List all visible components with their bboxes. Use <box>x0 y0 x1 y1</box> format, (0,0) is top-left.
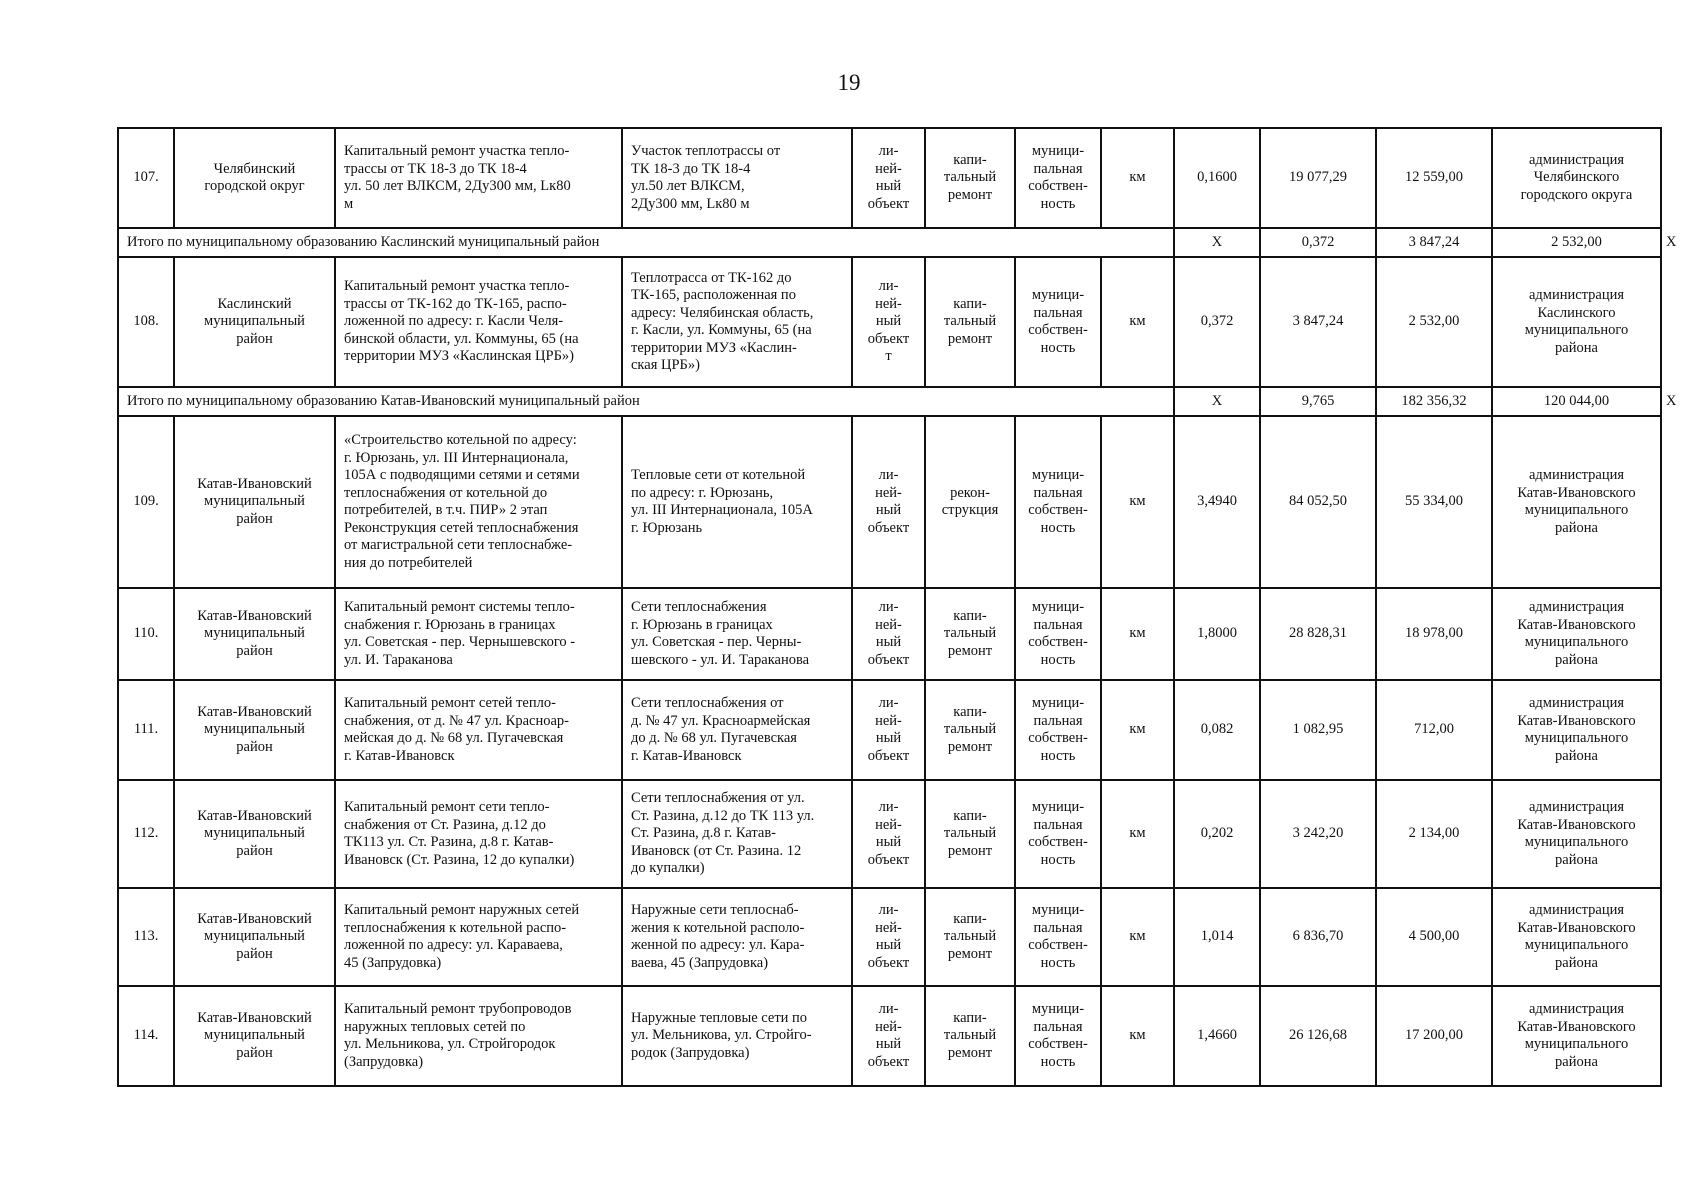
municipality-cell: Каслинский муниципальный район <box>174 257 335 387</box>
subtotal-label: Итого по муниципальному образованию Катав-Ивановский муниципальный район <box>118 387 1174 416</box>
work-type-cell: капи- тальный ремонт <box>925 986 1015 1086</box>
municipality-cell: Катав-Ивановский муниципальный район <box>174 780 335 888</box>
municipality-cell: Челябинский городской округ <box>174 128 335 228</box>
ownership-cell: муници- пальная собствен- ность <box>1015 780 1101 888</box>
object-type-cell: ли- ней- ный объект т <box>852 257 925 387</box>
object-type-cell: ли- ней- ный объект <box>852 888 925 986</box>
municipality-cell: Катав-Ивановский муниципальный район <box>174 986 335 1086</box>
row-number: 114. <box>118 986 174 1086</box>
unit-cell: км <box>1101 680 1174 780</box>
unit-cell: Х <box>1174 228 1260 257</box>
table-row <box>118 128 1661 228</box>
table-row <box>118 588 1661 680</box>
ownership-cell: муници- пальная собствен- ность <box>1015 257 1101 387</box>
total-cost-cell: 84 052,50 <box>1260 416 1376 588</box>
work-description-cell: Капитальный ремонт сетей тепло- снабжения, от д. № 47 ул. Красноар- мейская до д. № 68 ул. Пугачевская г. Катав-Ивановск <box>335 680 622 780</box>
length-cell: 3,4940 <box>1174 416 1260 588</box>
work-description-cell: Капитальный ремонт участка тепло- трассы от ТК-162 до ТК-165, распо- ложенной по адресу: г. Касли Челя- бинской области, ул. Коммуны, 65 (на территории МУЗ «Каслинская ЦРБ») <box>335 257 622 387</box>
row-number: 110. <box>118 588 174 680</box>
work-description-cell: Капитальный ремонт участка тепло- трассы от ТК 18-3 до ТК 18-4 ул. 50 лет ВЛКСМ, 2Ду300 мм, Lк80 м <box>335 128 622 228</box>
object-type-cell: ли- ней- ный объект <box>852 588 925 680</box>
work-description-cell: Капитальный ремонт наружных сетей теплоснабжения к котельной распо- ложенной по адресу: ул. Караваева, 45 (Запрудовка) <box>335 888 622 986</box>
executor-cell: администрация Катав-Ивановского муниципального района <box>1492 588 1661 680</box>
object-description-cell: Наружные тепловые сети по ул. Мельникова, ул. Стройго- родок (Запрудовка) <box>622 986 852 1086</box>
work-description-cell: Капитальный ремонт системы тепло- снабжения г. Юрюзань в границах ул. Советская - пер. Чернышевского - ул. И. Тараканова <box>335 588 622 680</box>
municipality-cell: Катав-Ивановский муниципальный район <box>174 416 335 588</box>
work-type-cell: капи- тальный ремонт <box>925 780 1015 888</box>
work-type-cell: капи- тальный ремонт <box>925 128 1015 228</box>
length-cell: 0,082 <box>1174 680 1260 780</box>
ownership-cell: муници- пальная собствен- ность <box>1015 416 1101 588</box>
table-row <box>118 888 1661 986</box>
work-description-cell: Капитальный ремонт сети тепло- снабжения от Ст. Разина, д.12 до ТК113 ул. Ст. Разина, д.8 г. Катав- Ивановск (Ст. Разина, 12 до купалки) <box>335 780 622 888</box>
executor-cell: администрация Каслинского муниципального района <box>1492 257 1661 387</box>
executor-cell: администрация Катав-Ивановского муниципального района <box>1492 780 1661 888</box>
total-cost-cell: 182 356,32 <box>1376 387 1492 416</box>
row-number: 109. <box>118 416 174 588</box>
budget-cost-cell: 4 500,00 <box>1376 888 1492 986</box>
program-table <box>117 127 1677 1087</box>
row-number: 108. <box>118 257 174 387</box>
object-description-cell: Сети теплоснабжения г. Юрюзань в границах ул. Советская - пер. Черны- шевского - ул. И. Тараканова <box>622 588 852 680</box>
unit-cell: км <box>1101 888 1174 986</box>
work-type-cell: капи- тальный ремонт <box>925 588 1015 680</box>
total-cost-cell: 1 082,95 <box>1260 680 1376 780</box>
table-row <box>118 416 1661 588</box>
unit-cell: Х <box>1174 387 1260 416</box>
total-cost-cell: 28 828,31 <box>1260 588 1376 680</box>
ownership-cell: муници- пальная собствен- ность <box>1015 128 1101 228</box>
work-type-cell: капи- тальный ремонт <box>925 257 1015 387</box>
table-row <box>118 257 1661 387</box>
unit-cell: км <box>1101 416 1174 588</box>
unit-cell: км <box>1101 986 1174 1086</box>
object-description-cell: Теплотрасса от ТК-162 до ТК-165, расположенная по адресу: Челябинская область, г. Касли, ул. Коммуны, 65 (на территории МУЗ «Каслин- ская ЦРБ») <box>622 257 852 387</box>
object-type-cell: ли- ней- ный объект <box>852 416 925 588</box>
length-cell: 1,8000 <box>1174 588 1260 680</box>
object-description-cell: Участок теплотрассы от ТК 18-3 до ТК 18-4 ул.50 лет ВЛКСМ, 2Ду300 мм, Lк80 м <box>622 128 852 228</box>
budget-cost-cell: 18 978,00 <box>1376 588 1492 680</box>
subtotal-row: Итого по муниципальному образованию Каслинский муниципальный район Х 0,372 3 847,24 2 532,00 Х <box>118 228 1661 257</box>
row-number: 107. <box>118 128 174 228</box>
object-description-cell: Сети теплоснабжения от ул. Ст. Разина, д.12 до ТК 113 ул. Ст. Разина, д.8 г. Катав- Ивановск (от Ст. Разина. 12 до купалки) <box>622 780 852 888</box>
ownership-cell: муници- пальная собствен- ность <box>1015 588 1101 680</box>
municipality-cell: Катав-Ивановский муниципальный район <box>174 888 335 986</box>
length-cell: 0,372 <box>1174 257 1260 387</box>
work-description-cell: Капитальный ремонт трубопроводов наружных тепловых сетей по ул. Мельникова, ул. Стройгородок (Запрудовка) <box>335 986 622 1086</box>
budget-cost-cell: 2 532,00 <box>1376 257 1492 387</box>
executor-cell: администрация Челябинского городского округа <box>1492 128 1661 228</box>
object-type-cell: ли- ней- ный объект <box>852 680 925 780</box>
object-description-cell: Наружные сети теплоснаб- жения к котельной располо- женной по адресу: ул. Кара- ваева, 45 (Запрудовка) <box>622 888 852 986</box>
object-description-cell: Тепловые сети от котельной по адресу: г. Юрюзань, ул. III Интернационала, 105А г. Юрюзань <box>622 416 852 588</box>
length-cell: 9,765 <box>1260 387 1376 416</box>
object-type-cell: ли- ней- ный объект <box>852 986 925 1086</box>
total-cost-cell: 6 836,70 <box>1260 888 1376 986</box>
total-cost-cell: 19 077,29 <box>1260 128 1376 228</box>
row-number: 113. <box>118 888 174 986</box>
total-cost-cell: 3 847,24 <box>1376 228 1492 257</box>
budget-cost-cell: 712,00 <box>1376 680 1492 780</box>
total-cost-cell: 3 847,24 <box>1260 257 1376 387</box>
unit-cell: км <box>1101 780 1174 888</box>
budget-cost-cell: 2 134,00 <box>1376 780 1492 888</box>
page-number: 19 <box>837 70 861 95</box>
object-type-cell: ли- ней- ный объект <box>852 780 925 888</box>
budget-cost-cell: 17 200,00 <box>1376 986 1492 1086</box>
length-cell: 0,372 <box>1260 228 1376 257</box>
subtotal-row: Итого по муниципальному образованию Катав-Ивановский муниципальный район Х 9,765 182 356,32 120 044,00 Х <box>118 387 1661 416</box>
table-row <box>118 986 1661 1086</box>
table-row <box>118 680 1661 780</box>
table-row <box>118 780 1661 888</box>
total-cost-cell: 26 126,68 <box>1260 986 1376 1086</box>
work-description-cell: «Строительство котельной по адресу: г. Юрюзань, ул. III Интернационала, 105А с подводящими сетями и сетями теплоснабжения от котельной до потребителей, в т.ч. ПИР» 2 этап Реконструкция сетей теплоснабжения от магистральной сети теплоснабже- ния до потребителей <box>335 416 622 588</box>
row-number: 111. <box>118 680 174 780</box>
object-description-cell: Сети теплоснабжения от д. № 47 ул. Красноармейская до д. № 68 ул. Пугачевская г. Катав-Ивановск <box>622 680 852 780</box>
unit-cell: км <box>1101 588 1174 680</box>
row-number: 112. <box>118 780 174 888</box>
budget-cost-cell: 120 044,00 <box>1492 387 1661 416</box>
executor-cell: администрация Катав-Ивановского муниципального района <box>1492 680 1661 780</box>
object-type-cell: ли- ней- ный объект <box>852 128 925 228</box>
total-cost-cell: 3 242,20 <box>1260 780 1376 888</box>
executor-cell: администрация Катав-Ивановского муниципального района <box>1492 888 1661 986</box>
budget-cost-cell: 12 559,00 <box>1376 128 1492 228</box>
budget-cost-cell: 2 532,00 <box>1492 228 1661 257</box>
ownership-cell: муници- пальная собствен- ность <box>1015 680 1101 780</box>
length-cell: 1,014 <box>1174 888 1260 986</box>
municipality-cell: Катав-Ивановский муниципальный район <box>174 588 335 680</box>
executor-cell: администрация Катав-Ивановского муниципального района <box>1492 986 1661 1086</box>
length-cell: 0,202 <box>1174 780 1260 888</box>
ownership-cell: муници- пальная собствен- ность <box>1015 986 1101 1086</box>
length-cell: 1,4660 <box>1174 986 1260 1086</box>
work-type-cell: капи- тальный ремонт <box>925 680 1015 780</box>
length-cell: 0,1600 <box>1174 128 1260 228</box>
unit-cell: км <box>1101 257 1174 387</box>
unit-cell: км <box>1101 128 1174 228</box>
budget-cost-cell: 55 334,00 <box>1376 416 1492 588</box>
executor-cell: администрация Катав-Ивановского муниципального района <box>1492 416 1661 588</box>
subtotal-label: Итого по муниципальному образованию Каслинский муниципальный район <box>118 228 1174 257</box>
ownership-cell: муници- пальная собствен- ность <box>1015 888 1101 986</box>
work-type-cell: рекон- струкция <box>925 416 1015 588</box>
municipality-cell: Катав-Ивановский муниципальный район <box>174 680 335 780</box>
work-type-cell: капи- тальный ремонт <box>925 888 1015 986</box>
